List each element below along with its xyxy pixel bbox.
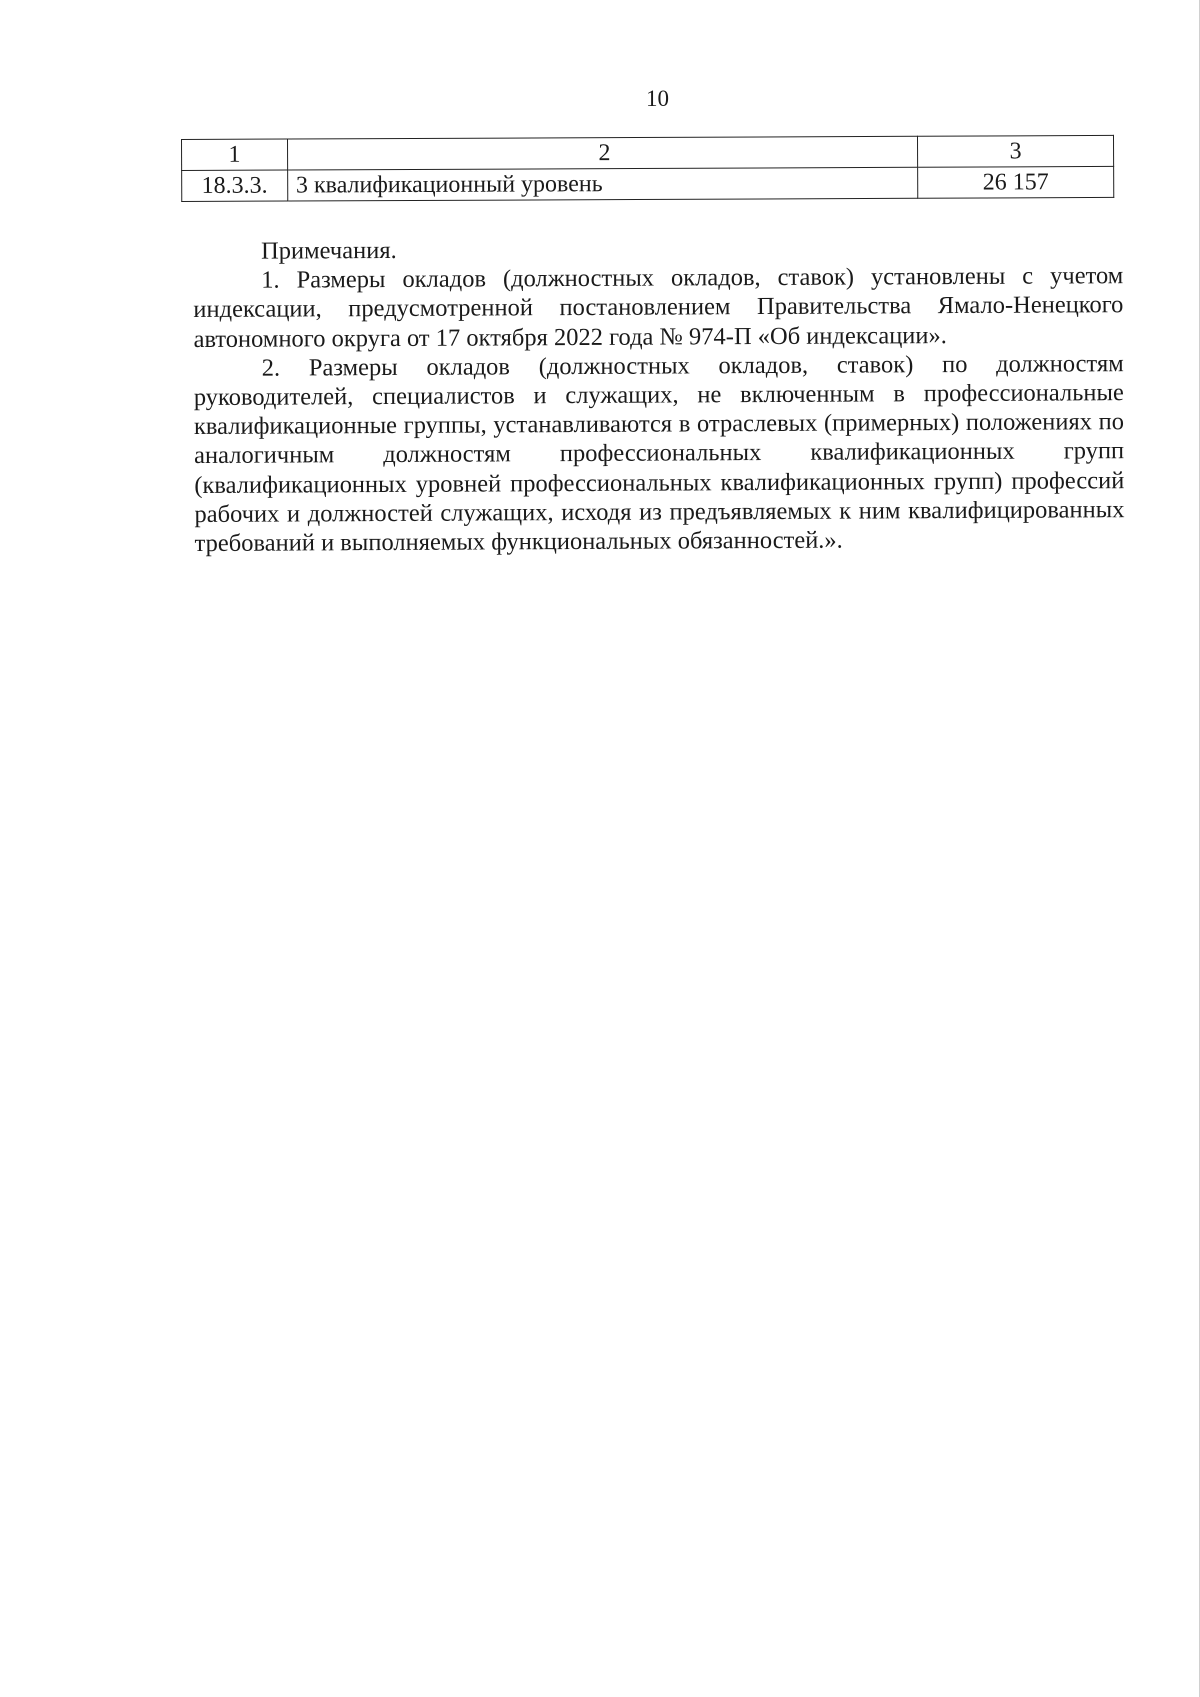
table-row bbox=[182, 166, 1114, 201]
notes-title: Примечания. bbox=[261, 236, 397, 265]
row-value-cell: 26 157 bbox=[918, 166, 1114, 198]
row-code-cell: 18.3.3. bbox=[182, 170, 288, 201]
row-name-cell: 3 квалификационный уровень bbox=[287, 167, 917, 201]
table-header-cell: 3 bbox=[917, 135, 1113, 167]
table-header-row bbox=[182, 135, 1114, 170]
table-header-cell: 1 bbox=[182, 139, 288, 170]
note-item-2: 2. Размеры окладов (должностных окладов, ставок) по должностям руководителей, специалистов и служащих, не включенным в профессиональные квалификационные группы, устанавливаются в отраслевых (примерных) положениях по аналогичным должностям профессиональных квалификационных групп (квалификационных уровней профессиональных квалификационных групп) профессий рабочих и должностей служащих, исходя из предъявляемых к ним квалифицированных требований и выполняемых функциональных обязанностей.». bbox=[193, 349, 1125, 558]
note-item-1: 1. Размеры окладов (должностных окладов, ставок) установлены с учетом индексации, предусмотренной постановлением Правительства Ямало-Ненецкого автономного округа от 17 октября 2022 года № 974-П «Об индексации». bbox=[193, 262, 1124, 353]
page-number: 10 bbox=[646, 86, 669, 111]
notes-section bbox=[193, 232, 1125, 558]
salary-table bbox=[181, 135, 1114, 202]
table-header-cell: 2 bbox=[287, 136, 917, 170]
